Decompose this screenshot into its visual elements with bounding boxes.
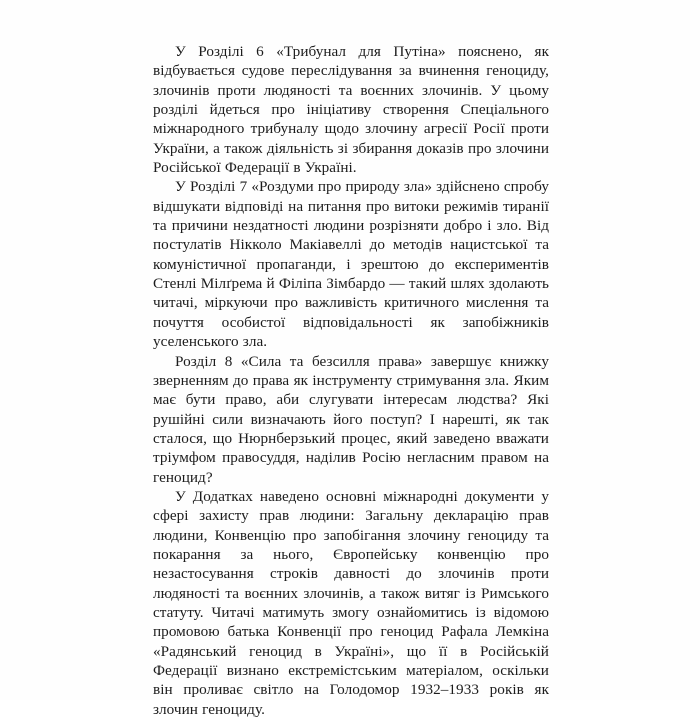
paragraph-appendices: У Додатках наведено основні міжнародні документи у сфері захисту прав людини: Загальну декларацію прав людини, Конвенцію про запобігання злочину геноциду та покарання за нього, Європейську конвенцію про незастосування строків давності до злочинів проти людяності та воєнних злочинів, а також витяг із Римського статуту. Читачі матимуть змогу ознайомитись із відомою промовою батька Конвенції про геноцид Рафала Лемкіна «Радянський геноцид в Україні», що її в Російській Федерації визнано екстремістським матеріалом, оскільки він проливає світло на Голодомор 1932–1933 років як злочин геноциду. [153, 487, 549, 718]
paragraph-chapter-7: У Розділі 7 «Роздуми про природу зла» здійснено спробу відшукати відповіді на питання про витоки режимів тиранії та причини нездатності людини розрізняти добро і зло. Від постулатів Нікколо Макіавеллі до методів нацистської та комуністичної пропаганди, і зрештою до експериментів Стенлі Мілґрема й Філіпа Зімбардо — такий шлях здолають читачі, міркуючи про важливість критичного мислення та почуття особистої відповідальності як запобіжників уселенського зла. [153, 178, 549, 351]
paragraph-chapter-6: У Розділі 6 «Трибунал для Путіна» пояснено, як відбувається судове переслідування за вчинення геноциду, злочинів проти людяності та воєнних злочинів. У цьому розділі йдеться про ініціативу створення Спеціального міжнародного трибуналу щодо злочину агресії Росії проти України, а також діяльність зі збирання доказів про злочини Російської Федерації в Україні. [153, 43, 549, 177]
paragraph-chapter-8: Розділ 8 «Сила та безсилля права» завершує книжку зверненням до права як інструменту стримування зла. Яким має бути право, аби слугувати інтересам людства? Які рушійні сили визначають його поступ? І нарешті, як так сталося, що Нюрнберзький процес, який заведено вважати тріумфом правосуддя, наділив Росію негласним правом на геноцид? [153, 352, 549, 486]
text-column [153, 42, 549, 719]
